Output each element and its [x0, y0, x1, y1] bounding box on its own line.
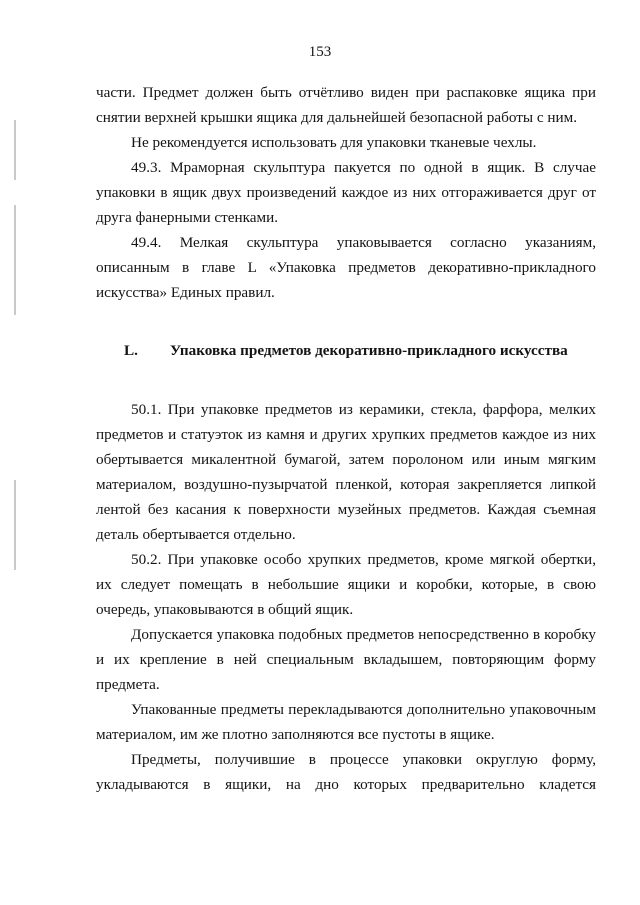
paragraph: 49.3. Мраморная скульптура пакуется по одной в ящик. В случае упаковки в ящик двух произведений каждое из них отгораживается друг от друга фанерными стенками. [96, 159, 596, 226]
paragraph: части. Предмет должен быть отчётливо виден при распаковке ящика при снятии верхней крышки ящика для дальнейшей безопасной работы с ним. [96, 84, 596, 126]
paragraph: 50.2. При упаковке особо хрупких предметов, кроме мягкой обертки, их следует помещать в небольшие ящики и коробки, которые, в свою очередь, упаковываются в общий ящик. [96, 551, 596, 618]
document-body [96, 80, 596, 797]
paragraph: Не рекомендуется использовать для упаковки тканевые чехлы. [131, 134, 537, 151]
section-heading [96, 338, 596, 363]
paragraph: Упакованные предметы перекладываются дополнительно упаковочным материалом, им же плотно заполняются все пустоты в ящике. [96, 701, 596, 743]
paragraph: 49.4. Мелкая скульптура упаковывается согласно указаниям, описанным в главе L «Упаковка предметов декоративно-прикладного искусства» Единых правил. [96, 234, 596, 301]
page-number: 153 [308, 44, 332, 60]
scan-edge-mark [14, 205, 16, 315]
paragraph: 50.1. При упаковке предметов из керамики, стекла, фарфора, мелких предметов и статуэток из камня и других хрупких предметов каждое из них обертывается микалентной бумагой, затем поролоном или иным мягким материалом, воздушно-пузырчатой пленкой, которая закрепляется липкой лентой без касания к поверхности музейных предметов. Каждая съемная деталь обертывается отдельно. [96, 401, 596, 543]
scan-edge-mark [14, 120, 16, 180]
scan-edge-mark [14, 480, 16, 570]
section-title: Упаковка предметов декоративно-прикладного искусства [170, 342, 568, 359]
paragraph: Предметы, получившие в процессе упаковки округлую форму, укладываются в ящики, на дно которых предварительно кладется [96, 751, 596, 793]
section-number: L. [124, 342, 138, 359]
paragraph: Допускается упаковка подобных предметов непосредственно в коробку и их крепление в ней специальным вкладышем, повторяющим форму предмета. [96, 626, 596, 693]
